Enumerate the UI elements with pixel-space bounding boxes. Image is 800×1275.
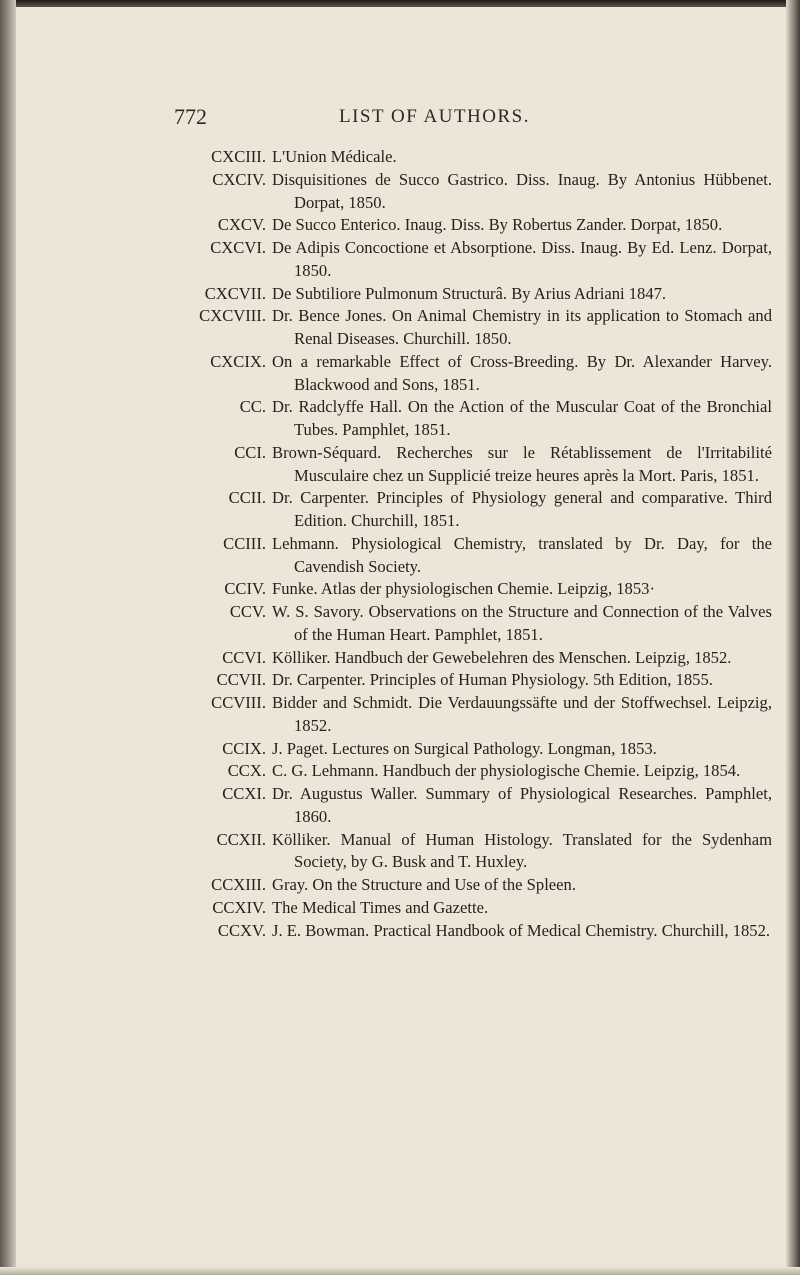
author-entry bbox=[174, 487, 784, 533]
entry-text: Kölliker. Handbuch der Gewebelehren des Menschen. Leipzig, 1852. bbox=[272, 647, 732, 667]
entry-text: Brown-Séquard. Recherches sur le Rétablissement de l'Irritabilité Musculaire chez un Supplicié treize heures après la Mort. Paris, 1851. bbox=[272, 442, 772, 485]
entry-text: Dr. Carpenter. Principles of Human Physiology. 5th Edition, 1855. bbox=[272, 670, 713, 690]
entry-text: De Subtiliore Pulmonum Structurâ. By Arius Adriani 1847. bbox=[272, 283, 667, 303]
entry-number: CC. bbox=[239, 397, 266, 417]
author-entry bbox=[174, 237, 784, 283]
entry-text: De Succo Enterico. Inaug. Diss. By Robertus Zander. Dorpat, 1850. bbox=[272, 215, 723, 235]
entry-number: CCXI. bbox=[222, 784, 266, 803]
entry-number: CXCIV. bbox=[212, 169, 266, 189]
entry-number: CCXII. bbox=[216, 829, 266, 849]
scan-edge-top bbox=[0, 0, 800, 7]
author-entry bbox=[174, 533, 784, 579]
author-entry bbox=[174, 169, 784, 215]
entry-number: CXCVII. bbox=[204, 283, 266, 303]
entry-text: Lehmann. Physiological Chemistry, translated by Dr. Day, for the Cavendish Society. bbox=[272, 533, 772, 576]
entry-text: J. Paget. Lectures on Surgical Pathology. Longman, 1853. bbox=[272, 738, 657, 758]
author-entry bbox=[174, 442, 784, 488]
entry-text: Funke. Atlas der physiologischen Chemie. Leipzig, 1853· bbox=[272, 579, 655, 599]
entry-number: CCXIV. bbox=[212, 897, 266, 917]
author-entry bbox=[174, 760, 784, 783]
scan-edge-right bbox=[786, 0, 800, 1275]
entry-text: Dr. Radclyffe Hall. On the Action of the Muscular Coat of the Bronchial Tubes. Pamphlet, 1851. bbox=[272, 397, 772, 439]
page-header bbox=[174, 104, 774, 134]
running-head: LIST OF AUTHORS. bbox=[339, 106, 530, 127]
author-list bbox=[174, 146, 784, 942]
entry-text: Gray. On the Structure and Use of the Spleen. bbox=[272, 875, 576, 894]
author-entry bbox=[174, 578, 784, 601]
entry-number: CCXIII. bbox=[211, 875, 266, 894]
author-entry bbox=[174, 351, 784, 397]
scan-edge-bottom bbox=[0, 1267, 800, 1275]
author-entry bbox=[174, 305, 784, 351]
author-entry bbox=[174, 214, 784, 237]
entry-text: W. S. Savory. Observations on the Structure and Connection of the Valves of the Human Heart. Pamphlet, 1851. bbox=[272, 602, 772, 644]
author-entry bbox=[174, 283, 784, 306]
entry-text: Dr. Carpenter. Principles of Physiology general and comparative. Third Edition. Churchill, 1851. bbox=[272, 488, 772, 530]
entry-number: CXCVIII. bbox=[199, 306, 266, 326]
entry-number: CXCVI. bbox=[210, 238, 266, 257]
entry-number: CXCV. bbox=[217, 215, 266, 235]
author-entry bbox=[174, 647, 784, 670]
author-entry bbox=[174, 146, 784, 169]
page-number: 772 bbox=[174, 104, 207, 129]
entry-number: CCVI. bbox=[222, 647, 266, 667]
entry-text: Dr. Augustus Waller. Summary of Physiological Researches. Pamphlet, 1860. bbox=[272, 784, 772, 826]
author-entry bbox=[174, 920, 784, 943]
entry-number: CCVII. bbox=[216, 670, 266, 690]
entry-text: J. E. Bowman. Practical Handbook of Medical Chemistry. Churchill, 1852. bbox=[272, 920, 771, 940]
entry-number: CCX. bbox=[227, 761, 266, 781]
author-entry bbox=[174, 738, 784, 761]
entry-text: De Adipis Concoctione et Absorptione. Diss. Inaug. By Ed. Lenz. Dorpat, 1850. bbox=[272, 238, 772, 280]
author-entry bbox=[174, 897, 784, 920]
entry-number: CCI. bbox=[234, 442, 266, 462]
entry-text: On a remarkable Effect of Cross-Breeding. By Dr. Alexander Harvey. Blackwood and Sons, 1851. bbox=[272, 351, 772, 394]
entry-number: CCIX. bbox=[222, 738, 266, 758]
entry-text: Bidder and Schmidt. Die Verdauungssäfte und der Stoffwechsel. Leipzig, 1852. bbox=[272, 693, 772, 735]
author-entry bbox=[174, 829, 784, 875]
entry-number: CXCIX. bbox=[210, 351, 266, 371]
entry-text: The Medical Times and Gazette. bbox=[272, 897, 489, 917]
author-entry bbox=[174, 669, 784, 692]
entry-number: CCII. bbox=[228, 488, 266, 508]
scan-edge-left bbox=[0, 0, 16, 1275]
author-entry bbox=[174, 396, 784, 442]
entry-text: C. G. Lehmann. Handbuch der physiologische Chemie. Leipzig, 1854. bbox=[272, 761, 741, 781]
author-entry bbox=[174, 601, 784, 647]
entry-text: Kölliker. Manual of Human Histology. Translated for the Sydenham Society, by G. Busk and T. Huxley. bbox=[272, 829, 772, 872]
entry-number: CCIV. bbox=[224, 579, 266, 599]
entry-number: CXCIII. bbox=[211, 147, 266, 166]
author-entry bbox=[174, 783, 784, 829]
author-entry bbox=[174, 874, 784, 897]
entry-number: CCVIII. bbox=[211, 693, 266, 712]
entry-text: Disquisitiones de Succo Gastrico. Diss. Inaug. By Antonius Hübbenet. Dorpat, 1850. bbox=[272, 169, 772, 212]
entry-number: CCIII. bbox=[223, 533, 266, 553]
entry-text: Dr. Bence Jones. On Animal Chemistry in its application to Stomach and Renal Diseases. Churchill. 1850. bbox=[272, 306, 772, 348]
author-entry bbox=[174, 692, 784, 738]
entry-number: CCXV. bbox=[217, 920, 266, 940]
entry-number: CCV. bbox=[229, 602, 266, 621]
entry-text: L'Union Médicale. bbox=[272, 147, 397, 166]
